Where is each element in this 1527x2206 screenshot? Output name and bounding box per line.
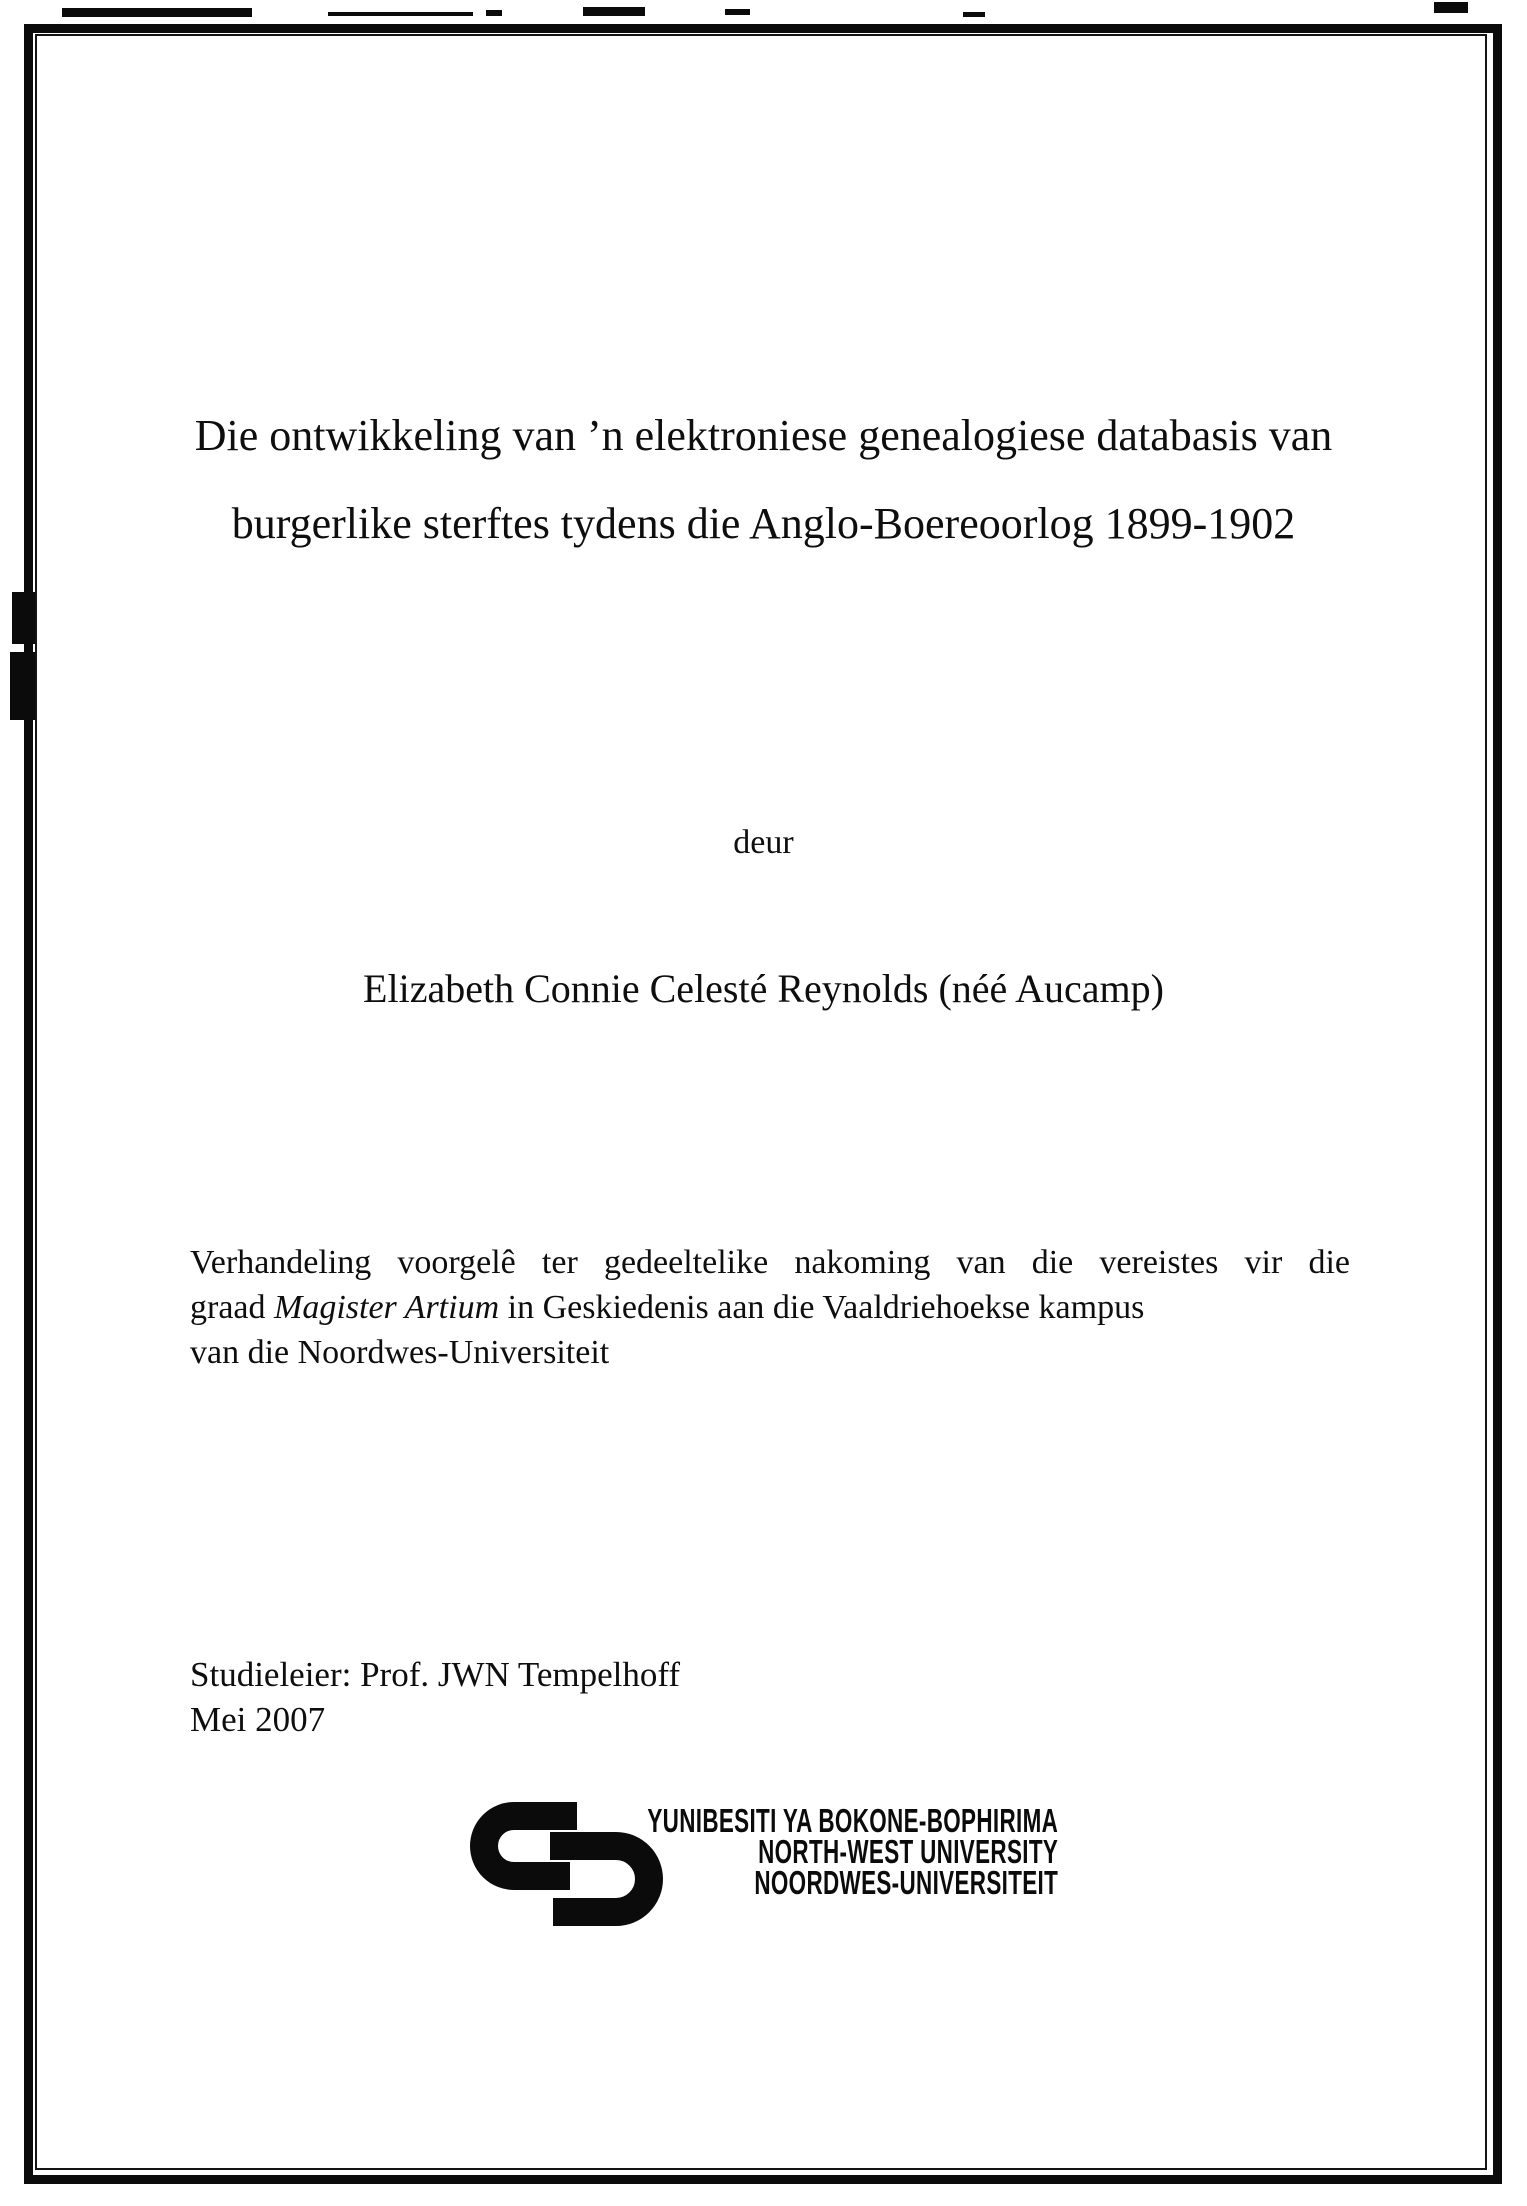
supervisor-block	[190, 1652, 680, 1742]
date-line: Mei 2007	[190, 1700, 326, 1739]
scan-artifact	[963, 12, 985, 17]
byline: deur	[733, 824, 794, 861]
degree-statement	[190, 1240, 1350, 1375]
scan-artifact	[725, 9, 750, 15]
thesis-title	[0, 392, 1527, 568]
degree-name-italic: Magister Artium	[274, 1289, 500, 1326]
supervisor-line: Studieleier: Prof. JWN Tempelhoff	[190, 1655, 681, 1694]
scan-artifact	[328, 12, 473, 16]
degree-statement-line3: van die Noordwes-Universiteit	[190, 1334, 610, 1371]
university-name-english: NORTH-WEST UNIVERSITY	[757, 1833, 1058, 1870]
thesis-title-line1: Die ontwikkeling van ’n elektroniese genealogiese databasis van	[194, 411, 1333, 460]
author-name: Elizabeth Connie Celesté Reynolds (néé Aucamp)	[363, 966, 1164, 1011]
university-wordmark	[647, 1802, 1058, 1901]
degree-statement-line2-post: in Geskiedenis aan die Vaaldriehoekse kampus	[499, 1289, 1145, 1326]
degree-statement-line2	[190, 1285, 1350, 1330]
degree-statement-line1: Verhandeling voorgelê ter gedeeltelike nakoming van die vereistes vir die	[190, 1244, 1350, 1281]
scan-artifact	[62, 8, 252, 17]
scan-artifact	[1434, 2, 1468, 13]
scan-artifact	[486, 10, 502, 16]
scan-artifact	[583, 7, 645, 16]
university-name-afrikaans: NOORDWES-UNIVERSITEIT	[754, 1864, 1058, 1901]
thesis-title-line2: burgerlike sterftes tydens die Anglo-Boereoorlog 1899-1902	[231, 499, 1296, 548]
degree-statement-line2-pre: graad	[190, 1289, 275, 1326]
university-name-setswana: YUNIBESITI YA BOKONE-BOPHIRIMA	[647, 1802, 1058, 1839]
nwu-logo-icon	[470, 1802, 663, 1927]
